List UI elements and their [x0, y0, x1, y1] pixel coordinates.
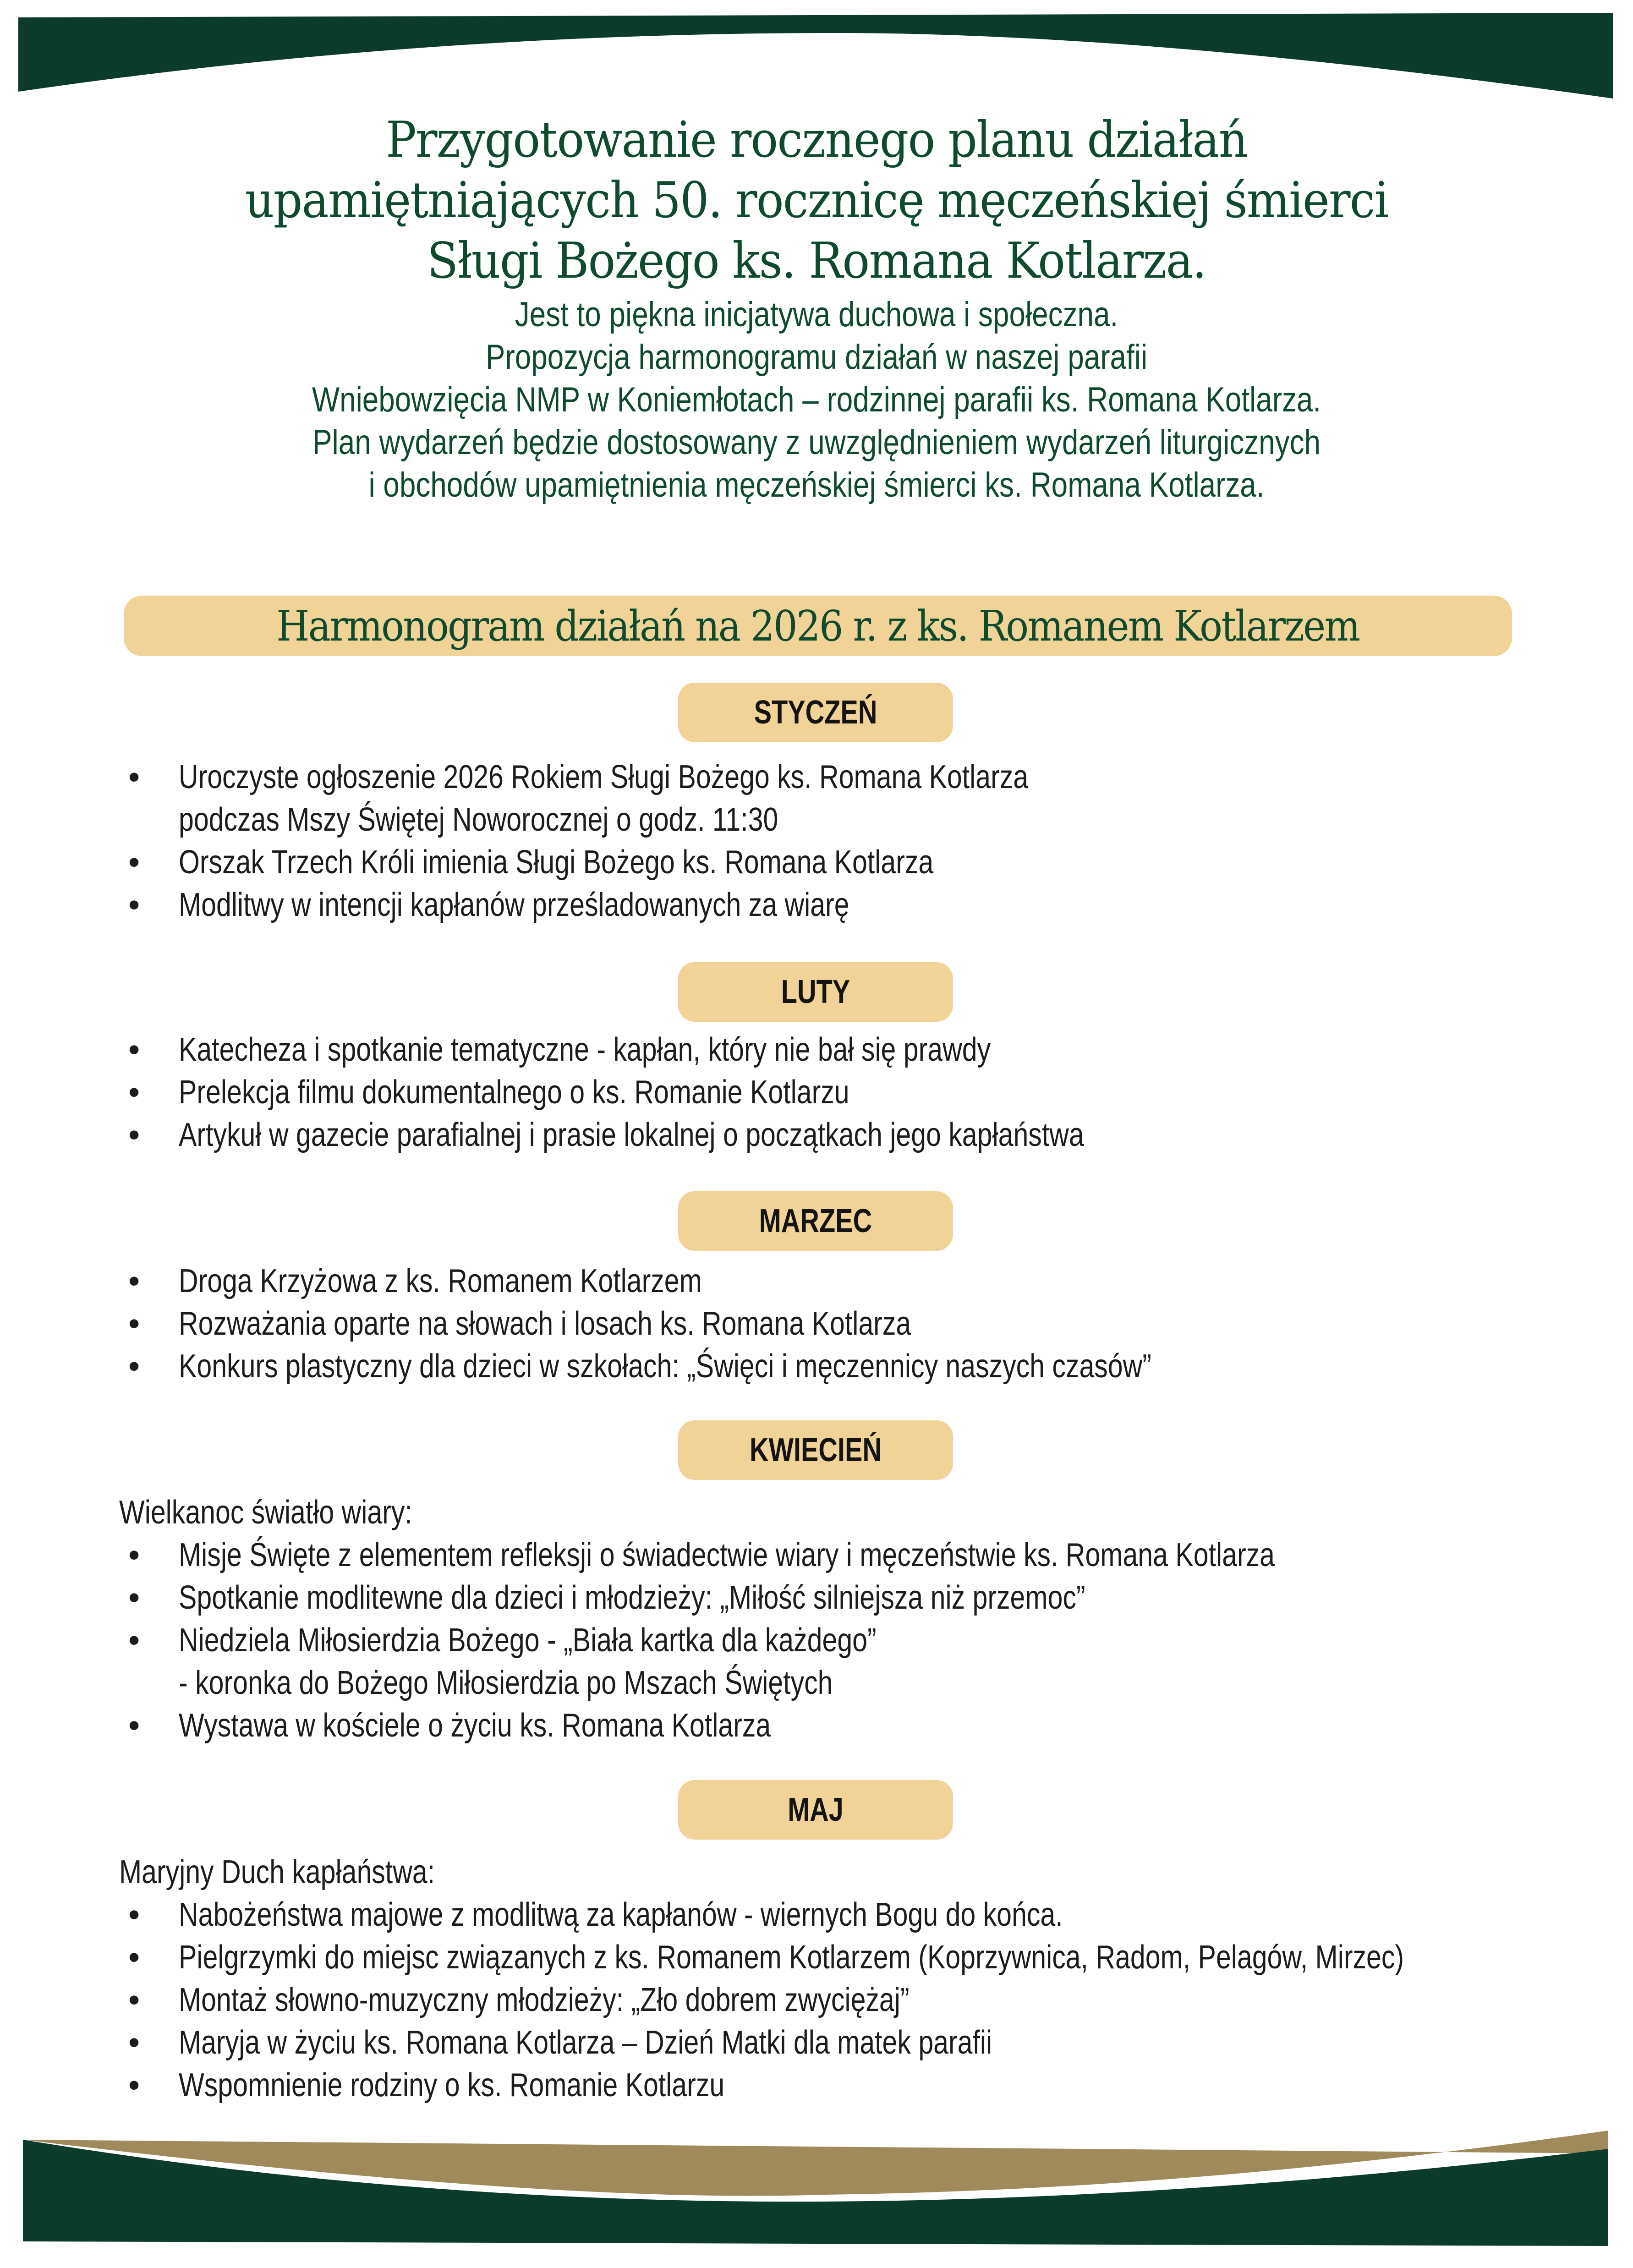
title-line: upamiętniających 50. rocznicę męczeńskiej śmierci: [245, 172, 1388, 229]
list-item-continuation: - koronka do Bożego Miłosierdzia po Mszach Świętych: [179, 1665, 833, 1701]
list-item: • Montaż słowno-muzyczny młodzieży: „Zło dobrem zwyciężaj”: [119, 1979, 1540, 2021]
list-item-continuation: podczas Mszy Świętej Noworocznej o godz. 11:30: [179, 801, 778, 838]
list-item: • Droga Krzyżowa z ks. Romanem Kotlarzem: [119, 1260, 1540, 1303]
schedule-banner-label: Harmonogram działań na 2026 r. z ks. Romanem Kotlarzem: [276, 601, 1359, 651]
intro-text: [131, 293, 1502, 506]
intro-line: Wniebowzięcia NMP w Koniemłotach – rodzinnej parafii ks. Romana Kotlarza.: [312, 380, 1321, 419]
bullet-icon: •: [128, 1263, 140, 1299]
list-item: • Artykuł w gazecie parafialnej i prasie lokalnej o początkach jego kapłaństwa: [119, 1114, 1540, 1156]
bottom-decorative-band: [0, 2126, 1633, 2268]
month-label: KWIECIEŃ: [750, 1432, 882, 1468]
bullet-icon: •: [128, 1622, 140, 1659]
schedule-banner: [124, 596, 1512, 656]
top-band-shape: [18, 13, 1613, 99]
month-label: MAJ: [788, 1791, 844, 1828]
intro-line: Plan wydarzeń będzie dostosowany z uwzględnieniem wydarzeń liturgicznych: [312, 423, 1321, 462]
document-title: [66, 110, 1568, 291]
bullet-icon: •: [128, 1982, 140, 2018]
list-item: • Maryja w życiu ks. Romana Kotlarza – Dzień Matki dla matek parafii: [119, 2021, 1540, 2064]
bullet-icon: •: [128, 1305, 140, 1342]
list-item: • Wystawa w kościele o życiu ks. Romana Kotlarza: [119, 1704, 1540, 1747]
bullet-icon: •: [128, 1939, 140, 1976]
title-line: Sługi Bożego ks. Romana Kotlarza.: [427, 232, 1206, 290]
list-item: • Misje Święte z elementem refleksji o świadectwie wiary i męczeństwie ks. Romana Kotlarza: [119, 1534, 1540, 1577]
month-label: STYCZEŃ: [754, 694, 877, 731]
bullet-icon: •: [128, 1074, 140, 1111]
list-item: • Konkurs plastyczny dla dzieci w szkołach: „Święci i męczennicy naszych czasów”: [119, 1345, 1540, 1388]
list-item: • Orszak Trzech Króli imienia Sługi Bożego ks. Romana Kotlarza: [119, 841, 1540, 884]
bullet-icon: •: [128, 1579, 140, 1616]
list-item: • Spotkanie modlitewne dla dzieci i młodzieży: „Miłość silniejsza niż przemoc”: [119, 1577, 1540, 1619]
month-section-march: [119, 1260, 1540, 1388]
bullet-icon: •: [128, 2067, 140, 2104]
month-label: MARZEC: [759, 1203, 872, 1239]
intro-line: i obchodów upamiętnienia męczeńskiej śmierci ks. Romana Kotlarza.: [368, 466, 1265, 504]
month-pill-january: [678, 683, 953, 742]
month-pill-february: [678, 962, 953, 1022]
month-section-may: [119, 1851, 1540, 2107]
month-section-february: [119, 1029, 1540, 1156]
title-line: Przygotowanie rocznego planu działań: [386, 111, 1247, 169]
bullet-icon: •: [128, 1348, 140, 1385]
list-item: • Modlitwy w intencji kapłanów prześladowanych za wiarę: [119, 884, 1540, 926]
month-pill-april: [678, 1420, 953, 1480]
list-item: • Uroczyste ogłoszenie 2026 Rokiem Sługi Bożego ks. Romana Kotlarza: [119, 756, 1540, 799]
list-item: • Wspomnienie rodziny o ks. Romanie Kotlarzu: [119, 2064, 1540, 2107]
list-item: • Pielgrzymki do miejsc związanych z ks. Romanem Kotlarzem (Koprzywnica, Radom, Pelagów, Mirzec): [119, 1936, 1540, 1979]
list-item: • Katecheza i spotkanie tematyczne - kapłan, który nie bał się prawdy: [119, 1029, 1540, 1071]
month-section-april: [119, 1491, 1540, 1747]
list-item: • Rozważania oparte na słowach i losach ks. Romana Kotlarza: [119, 1303, 1540, 1345]
month-label: LUTY: [781, 974, 850, 1010]
bullet-icon: •: [128, 844, 140, 881]
month-section-january: [119, 756, 1540, 926]
intro-line: Jest to piękna inicjatywa duchowa i społeczna.: [515, 295, 1118, 334]
bullet-icon: •: [128, 1707, 140, 1744]
bullet-icon: •: [128, 1537, 140, 1573]
bullet-icon: •: [128, 1117, 140, 1153]
month-pill-may: [678, 1780, 953, 1840]
bullet-icon: •: [128, 887, 140, 923]
list-item: • Prelekcja filmu dokumentalnego o ks. Romanie Kotlarzu: [119, 1071, 1540, 1114]
bullet-icon: •: [128, 1031, 140, 1068]
bullet-icon: •: [128, 2024, 140, 2061]
top-decorative-band: [0, 0, 1633, 119]
list-item: • Niedziela Miłosierdzia Bożego - „Biała kartka dla każdego”: [119, 1619, 1540, 1662]
section-lead: Wielkanoc światło wiary:: [119, 1494, 412, 1531]
intro-line: Propozycja harmonogramu działań w naszej parafii: [485, 338, 1148, 377]
section-lead: Maryjny Duch kapłaństwa:: [119, 1854, 435, 1890]
list-item: • Nabożeństwa majowe z modlitwą za kapłanów - wiernych Bogu do końca.: [119, 1894, 1540, 1936]
month-pill-march: [678, 1191, 953, 1251]
bullet-icon: •: [128, 759, 140, 795]
bullet-icon: •: [128, 1896, 140, 1933]
